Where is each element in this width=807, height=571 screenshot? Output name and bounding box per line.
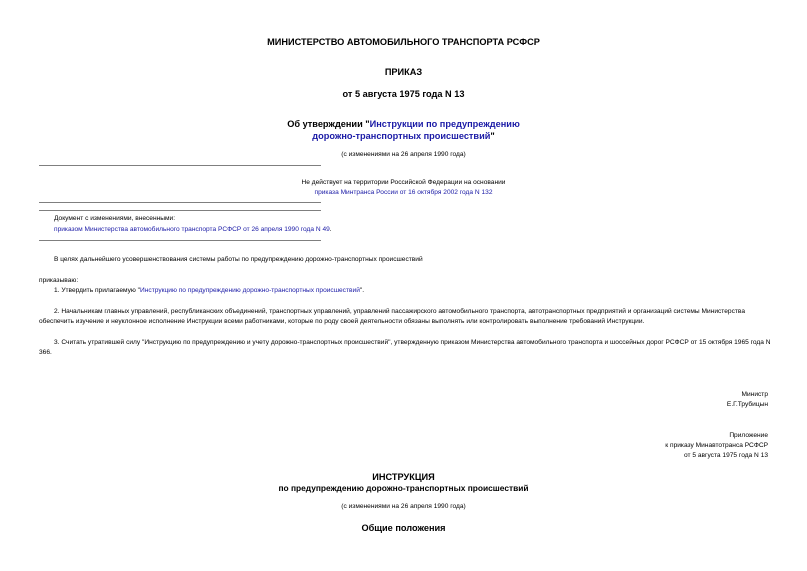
preamble: В целях дальнейшего усовершенствования системы работы по предупреждению дорожно-транспортных происшествий (54, 256, 423, 263)
title-suffix: " (490, 131, 495, 141)
ministry-heading: МИНИСТЕРСТВО АВТОМОБИЛЬНОГО ТРАНСПОРТА РСФСР (267, 37, 540, 47)
divider (39, 165, 321, 166)
document-date: от 5 августа 1975 года N 13 (342, 89, 465, 99)
changes-link[interactable]: приказом Министерства автомобильного транспорта РСФСР от 26 апреля 1990 года N 49 (54, 226, 330, 233)
item-3: 3. Считать утратившей силу "Инструкцию по предупреждению и учету дорожно-транспортных происшествий", утвержденную приказом Министерства автомобильного транспорта и шоссейных дорог РСФСР от 15 октября 1965 года N 366. (39, 339, 771, 356)
item-2: 2. Начальникам главных управлений, республиканских объединений, транспортных управлений, управлений пассажирского автомобильного транспорта, автотранспортных предприятий и организаций системы Министерства обеспечить изучение и неуклонное исполнение Инструкции всеми работниками, которые по роду своей деятельности обязаны выполнять или контролировать выполнение требований Инструкции. (39, 308, 745, 325)
divider (39, 240, 321, 241)
instruction-subtitle: по предупреждению дорожно-транспортных происшествий (278, 483, 529, 493)
order-word: приказываю: (39, 277, 79, 284)
changes-line (54, 225, 332, 234)
instruction-amendment: (с изменениями на 26 апреля 1990 года) (341, 503, 466, 510)
document-title (0, 118, 807, 130)
signature-position: Министр (741, 391, 768, 398)
divider (39, 202, 321, 203)
signature-name: Е.Г.Трубицын (726, 401, 768, 408)
divider (39, 210, 321, 211)
changes-period: . (329, 226, 332, 233)
item-1-link[interactable]: Инструкцию по предупреждению дорожно-транспортных происшествий (140, 287, 360, 294)
appendix-ref-line2: от 5 августа 1975 года N 13 (684, 452, 768, 459)
item-1-suffix: ". (359, 287, 365, 294)
document-type: ПРИКАЗ (384, 67, 423, 77)
status-note-link[interactable]: приказа Минтранса России от 16 октября 2002 года N 132 (314, 189, 493, 196)
item-1-prefix: 1. Утвердить прилагаемую " (54, 287, 141, 294)
appendix-label: Приложение (729, 432, 768, 439)
appendix-ref-line1: к приказу Минавтотранса РСФСР (665, 442, 768, 449)
section-heading: Общие положения (361, 523, 446, 533)
document-title-line2 (0, 130, 807, 142)
changes-label: Документ с изменениями, внесенными: (54, 215, 176, 222)
title-prefix: Об утверждении " (287, 119, 370, 129)
status-note: Не действует на территории Российской Федерации на основании (301, 179, 506, 186)
amendment-note: (с изменениями на 26 апреля 1990 года) (341, 151, 466, 158)
title-link-line2[interactable]: дорожно-транспортных происшествий (312, 131, 491, 141)
title-link-line1[interactable]: Инструкции по предупреждению (369, 119, 520, 129)
item-1 (54, 286, 364, 295)
instruction-title: ИНСТРУКЦИЯ (372, 472, 435, 482)
